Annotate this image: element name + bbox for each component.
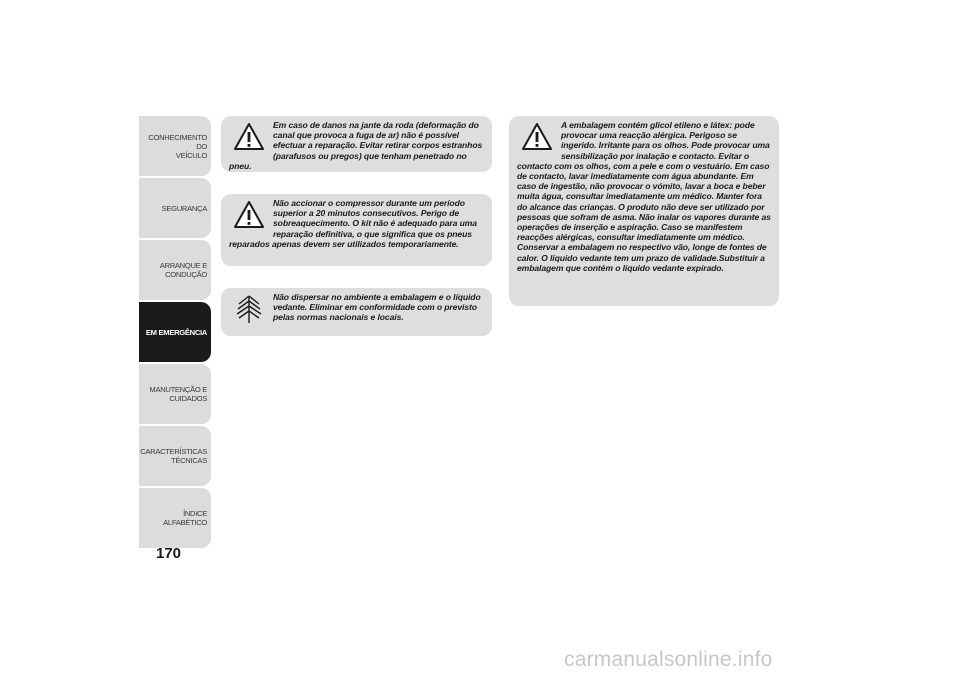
notice-text: A embalagem contém glicol etileno e látex: pode provocar uma reacção alérgica. Perigoso se ingerido. Irritante para os olhos. Pode provocar uma sensibilização por inalação e contacto. Evitar o contacto com os olhos, com a pele e com o vestuário. Em caso de contacto, lavar imediatamente com água abundante. Em caso de ingestão, não provocar o vómito, lavar a boca e beber muita água, consultar imediatamente um médico. Manter fora do alcance das crianças. O produto não deve ser utilizado por pessoas que sofram de asma. Não inalar os vapores durante as operações de inserção e aspiração. Caso se manifestem reacções alérgicas, consultar imediatamente um médico. Conservar a embalagem no respectivo vão, longe de fontes de calor. O líquido vedante tem um prazo de validade.Substituir a embalagem que contém o líquido vedante expirado. [517, 120, 771, 273]
tab-em-emergencia[interactable] [139, 302, 211, 362]
notice-text: Não dispersar no ambiente a embalagem e o líquido vedante. Eliminar em conformidade com o previsto pelas normas nacionais e locais. [273, 292, 481, 323]
tab-indice-alfabetico[interactable] [139, 488, 211, 548]
environment-tree-icon [233, 293, 265, 325]
tab-arranque-e-conducao[interactable] [139, 240, 211, 300]
tab-label: EM EMERGÊNCIA [145, 327, 207, 337]
warning-notice-rim-damage [221, 116, 492, 172]
tab-label: SEGURANÇA [161, 203, 207, 213]
page-number: 170 [156, 545, 182, 562]
tab-label: CONHECIMENTO DO VEÍCULO [148, 132, 207, 160]
environment-notice [221, 288, 492, 336]
tab-caracteristicas-tecnicas[interactable] [139, 426, 211, 486]
watermark: carmanualsonline.info [564, 648, 773, 671]
warning-icon [233, 121, 265, 153]
tab-seguranca[interactable] [139, 178, 211, 238]
warning-notice-compressor [221, 194, 492, 266]
tab-label: ARRANQUE E CONDUÇÃO [159, 261, 207, 279]
tab-conhecimento-do-veiculo[interactable] [139, 116, 211, 176]
warning-notice-sealant-hazard [509, 116, 779, 306]
warning-icon [521, 121, 553, 153]
tab-label: ÍNDICE ALFABÉTICO [163, 509, 207, 527]
notice-text: Não accionar o compressor durante um período superior a 20 minutos consecutivos. Perigo de sobreaquecimento. O kit não é adequado para uma reparação definitiva, o que significa que os pneus reparados apenas devem ser utilizados temporariamente. [229, 198, 477, 249]
tab-label: MANUTENÇÃO E CUIDADOS [149, 385, 207, 403]
tab-manutencao-e-cuidados[interactable] [139, 364, 211, 424]
warning-icon [233, 199, 265, 231]
notice-text: Em caso de danos na jante da roda (deformação do canal que provoca a fuga de ar) não é possível efectuar a reparação. Evitar retirar corpos estranhos (parafusos ou pregos) que tenham penetrado no pneu. [229, 120, 483, 171]
tab-label: CARACTERÍSTICAS TÉCNICAS [140, 447, 207, 465]
